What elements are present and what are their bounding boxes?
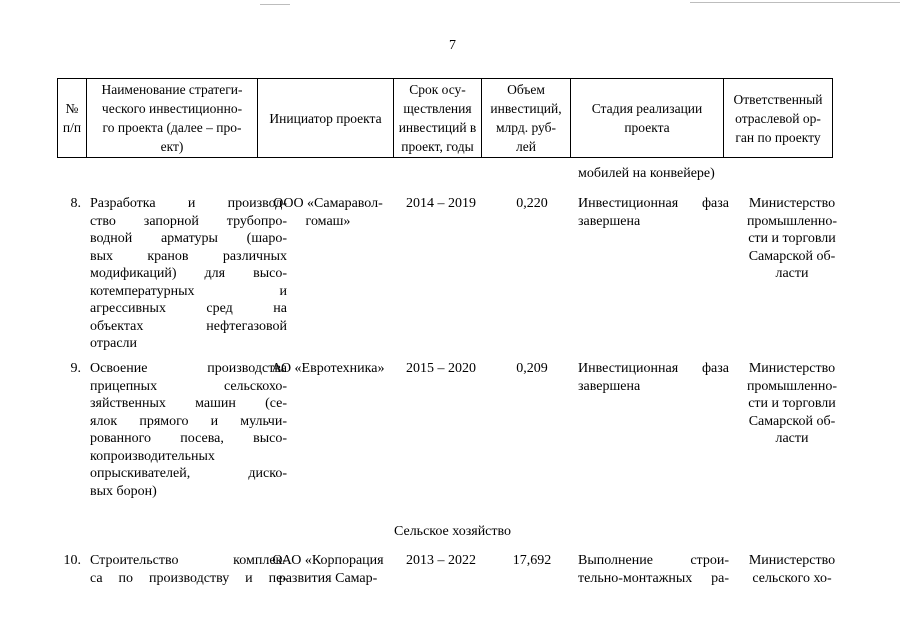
- project-stage: Выполнение строи- тельно-монтажных ра-: [578, 553, 729, 586]
- header-period: Срок осу- ществления инвестиций в проект, годы: [394, 79, 482, 158]
- header-org: Ответственный отраслевой ор- ган по проекту: [724, 79, 833, 158]
- header-num: № п/п: [58, 79, 87, 158]
- investment-volume: 0,220: [516, 196, 548, 211]
- continuation-text: мобилей на конвейере): [578, 166, 715, 181]
- page-number: 7: [449, 38, 456, 53]
- row-number: 9.: [70, 361, 81, 376]
- responsible-org: Министерство промышленно- сти и торговли Самарской об- ласти: [746, 196, 838, 281]
- section-title: Сельское хозяйство: [393, 524, 512, 539]
- header-volume: Объем инвестиций, млрд. руб- лей: [482, 79, 571, 158]
- project-name: Освоение производства прицепных сельскохо- зяйственных машин (се- ялок прямого и мульчи- рованного посева, высо- копроизводительных опрыскивателей, диско- вых борон): [90, 361, 287, 499]
- project-name: Разработка и производ- ство запорной трубопро- водной арматуры (шаро- вых кранов различных модификаций) для высо- котемпературных и агрессивных сред на объектах нефтегазовой отрасли: [90, 196, 287, 351]
- project-stage: Инвестиционная фаза завершена: [578, 196, 729, 229]
- header-stage: Стадия реализации проекта: [571, 79, 724, 158]
- header-project-name: Наименование стратеги- ческого инвестиционно- го проекта (далее – про- ект): [87, 79, 258, 158]
- header-initiator: Инициатор проекта: [258, 79, 394, 158]
- project-initiator: ОАО «Корпорация развития Самар-: [272, 553, 384, 586]
- project-initiator: АО «Евротехника»: [271, 361, 385, 376]
- scan-artifact-line: [690, 2, 900, 3]
- responsible-org: Министерство сельского хо-: [748, 553, 836, 586]
- row-number: 10.: [63, 553, 81, 568]
- project-stage: Инвестиционная фаза завершена: [578, 361, 729, 394]
- investment-volume: 0,209: [516, 361, 548, 376]
- scan-artifact-line: [260, 4, 290, 5]
- project-initiator: ООО «Самаравол- гомаш»: [273, 196, 383, 229]
- responsible-org: Министерство промышленно- сти и торговли Самарской об- ласти: [746, 361, 838, 446]
- project-name: Строительство комплек- са по производству и пе-: [90, 553, 287, 586]
- investment-volume: 17,692: [512, 553, 552, 568]
- table-header: [57, 78, 833, 158]
- investment-period: 2014 – 2019: [406, 196, 476, 211]
- investment-period: 2013 – 2022: [406, 553, 476, 568]
- investment-period: 2015 – 2020: [406, 361, 476, 376]
- row-number: 8.: [70, 196, 81, 211]
